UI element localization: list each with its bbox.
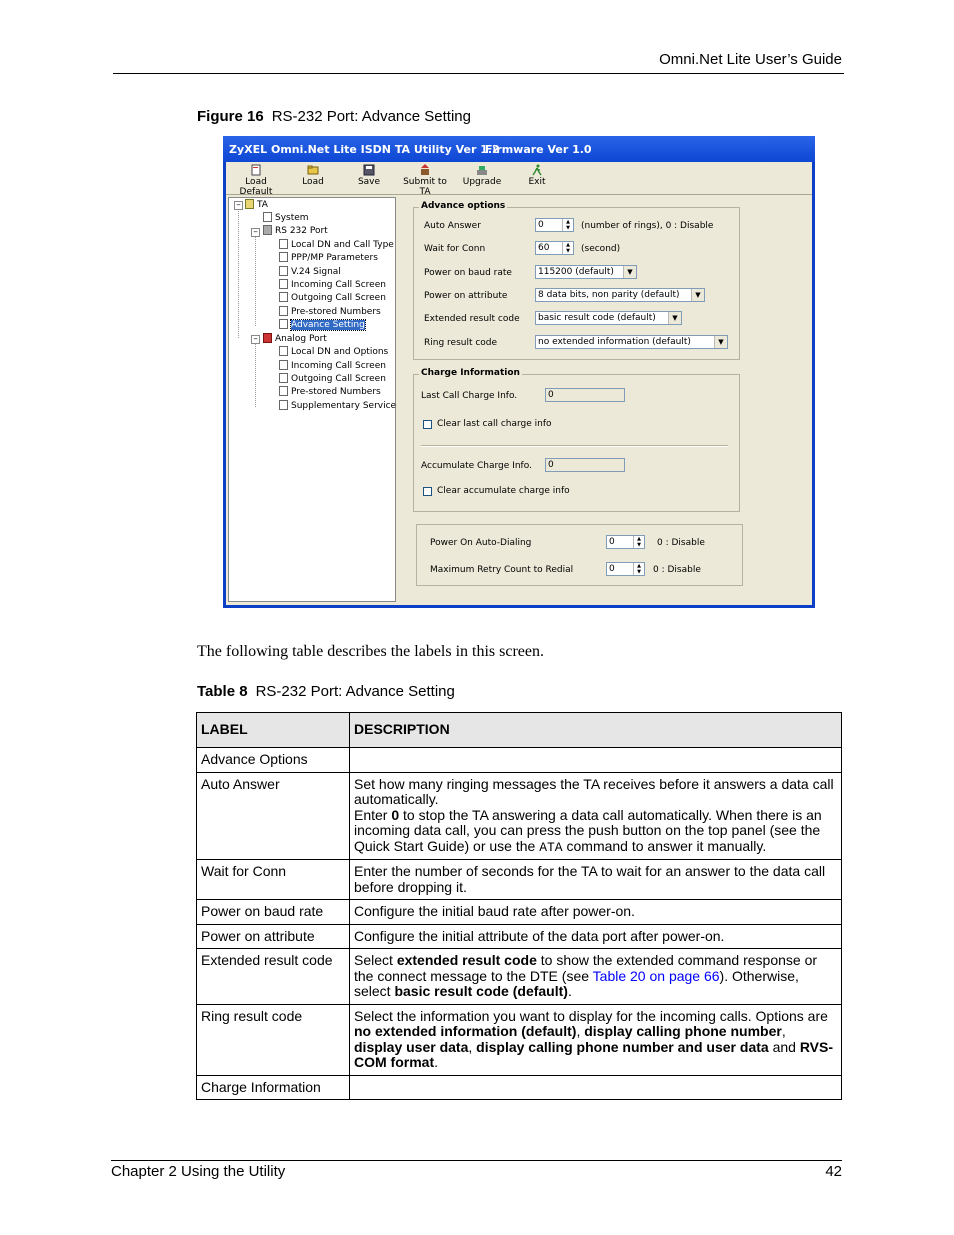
tree-item-v24-signal[interactable]: V.24 Signal: [279, 266, 341, 277]
description-table: [196, 712, 842, 1100]
auto-dialing-label: Power On Auto-Dialing: [430, 538, 532, 548]
page-icon: [279, 373, 288, 383]
wait-for-conn-stepper[interactable]: 60 ▲ ▼: [535, 241, 574, 255]
max-retry-hint: 0 : Disable: [653, 565, 701, 575]
column-header-label: LABEL: [197, 713, 350, 748]
tree-item-outgoing-call-screen[interactable]: Outgoing Call Screen: [279, 292, 386, 303]
table-row: [197, 900, 842, 925]
accumulate-charge-field: 0: [545, 458, 625, 472]
intro-paragraph: The following table describes the labels in this screen.: [197, 643, 545, 660]
tree-collapse-toggle[interactable]: −: [251, 335, 260, 344]
ring-result-code-select[interactable]: no extended information (default) ▼: [535, 335, 728, 349]
chevron-down-icon[interactable]: ▼: [691, 289, 704, 301]
chevron-down-icon[interactable]: ▼: [668, 312, 681, 324]
row-description: Set how many ringing messages the TA receives before it answers a data call automatically. Enter 0 to stop the TA answering a data call automatically. When there is an incoming data call, you can press the push button on the top panel (see the Quick Start Guide) or use the ATA command to answer it manually.: [350, 772, 842, 860]
ring-result-code-label: Ring result code: [424, 338, 498, 348]
tree-item-local-dn-options[interactable]: Local DN and Options: [279, 346, 388, 357]
figure-label: Figure 16: [197, 108, 264, 125]
row-description: Enter the number of seconds for the TA to wait for an answer to the data call before dropping it.: [350, 860, 842, 900]
page-icon: [279, 279, 288, 289]
tree-line: [238, 208, 239, 338]
clear-last-call-checkbox[interactable]: [423, 420, 432, 429]
phone-icon: [263, 333, 272, 343]
row-description: Select extended result code to show the extended command response or the connect message to the DTE (see Table 20 on page 66). Otherwise, select basic result code (default).: [350, 949, 842, 1005]
auto-dialing-stepper[interactable]: 0 ▲ ▼: [606, 535, 645, 549]
group-title: Charge Information: [421, 368, 520, 378]
ta-device-icon: [245, 199, 254, 209]
power-on-attribute-label: Power on attribute: [424, 291, 508, 301]
auto-answer-stepper[interactable]: 0 ▲ ▼: [535, 218, 574, 232]
max-retry-label: Maximum Retry Count to Redial: [430, 565, 574, 575]
table-row: [197, 748, 842, 773]
row-description: Select the information you want to display for the incoming calls. Options are no extended information (default), display calling phone number, display user data, display calling phone number and user data and RVS-COM format.: [350, 1004, 842, 1075]
tree-item-rs232-port[interactable]: RS 232 Port: [263, 225, 328, 236]
save-button[interactable]: Save: [352, 164, 386, 187]
page-icon: [279, 292, 288, 302]
row-label: Advance Options: [197, 748, 350, 773]
row-label: Auto Answer: [197, 772, 350, 860]
figure-title: RS-232 Port: Advance Setting: [271, 108, 471, 125]
clear-last-call-label: Clear last call charge info: [437, 419, 552, 429]
page-icon: [279, 306, 288, 316]
table-caption: [197, 683, 455, 700]
submit-icon: [419, 164, 431, 176]
footer-chapter: Chapter 2 Using the Utility: [111, 1163, 286, 1180]
table-row: [197, 772, 842, 860]
folder-icon: [307, 164, 319, 176]
exit-runner-icon: [531, 164, 543, 176]
max-retry-stepper[interactable]: 0 ▲ ▼: [606, 562, 645, 576]
accumulate-charge-label: Accumulate Charge Info.: [421, 461, 532, 471]
row-description: Configure the initial attribute of the data port after power-on.: [350, 924, 842, 949]
row-label: Ring result code: [197, 1004, 350, 1075]
page-icon: [279, 386, 288, 396]
clear-accumulate-label: Clear accumulate charge info: [437, 486, 570, 496]
tree-item-advance-setting[interactable]: Advance Setting: [279, 319, 365, 330]
advance-options-group: [413, 201, 740, 360]
table-row: [197, 924, 842, 949]
row-label: Power on baud rate: [197, 900, 350, 925]
tree-item-incoming-call-screen[interactable]: Incoming Call Screen: [279, 279, 386, 290]
table-row: [197, 1075, 842, 1100]
column-header-description: DESCRIPTION: [350, 713, 842, 748]
row-description: Configure the initial baud rate after power-on.: [350, 900, 842, 925]
load-default-button[interactable]: Load Default: [228, 164, 284, 197]
footer-rule: [111, 1160, 842, 1161]
page-icon: [263, 212, 272, 222]
auto-dialing-hint: 0 : Disable: [657, 538, 705, 548]
wait-for-conn-hint: (second): [581, 244, 621, 254]
submit-to-ta-button[interactable]: Submit to TA: [398, 164, 452, 197]
port-icon: [263, 225, 272, 235]
group-title: Advance options: [421, 201, 506, 211]
chevron-down-icon[interactable]: ▼: [714, 336, 727, 348]
tree-collapse-toggle[interactable]: −: [234, 201, 243, 210]
clear-accumulate-checkbox[interactable]: [423, 487, 432, 496]
auto-dialing-group: [416, 524, 743, 586]
table-header-row: [197, 713, 842, 748]
tree-item-local-dn-call-type[interactable]: Local DN and Call Type: [279, 239, 394, 250]
spin-arrows-icon[interactable]: ▲ ▼: [562, 219, 573, 231]
row-label: Charge Information: [197, 1075, 350, 1100]
table-label: Table 8: [197, 683, 248, 700]
tree-item-analog-port[interactable]: Analog Port: [263, 333, 327, 344]
tree-item-supplementary-service[interactable]: Supplementary Service: [279, 400, 396, 411]
auto-answer-hint: (number of rings), 0 : Disable: [581, 221, 714, 231]
window-titlebar: [223, 136, 815, 162]
load-button[interactable]: Load: [296, 164, 330, 187]
table-row: [197, 860, 842, 900]
table-title: RS-232 Port: Advance Setting: [255, 683, 455, 700]
extended-result-code-label: Extended result code: [424, 314, 520, 324]
window-title: ZyXEL Omni.Net Lite ISDN TA Utility Ver 1.2: [229, 143, 500, 156]
running-header: Omni.Net Lite User’s Guide: [659, 51, 842, 68]
page-icon: [279, 319, 288, 329]
firmware-version: Firmware Ver 1.0: [485, 143, 592, 156]
page-number: 42: [825, 1163, 842, 1180]
baud-rate-label: Power on baud rate: [424, 268, 512, 278]
table-row: [197, 949, 842, 1005]
tree-item-incoming-call-screen[interactable]: Incoming Call Screen: [279, 360, 386, 371]
last-call-charge-field: 0: [545, 388, 625, 402]
tree-item-system[interactable]: System: [263, 212, 309, 223]
page-icon: [279, 360, 288, 370]
page-icon: [279, 400, 288, 410]
document-icon: [250, 164, 262, 176]
figure-caption: [197, 108, 471, 125]
tree-item-pre-stored-numbers[interactable]: Pre-stored Numbers: [279, 306, 381, 317]
tree-line: [255, 341, 256, 407]
tree-collapse-toggle[interactable]: −: [251, 228, 260, 237]
last-call-charge-label: Last Call Charge Info.: [421, 391, 518, 401]
table-row: [197, 1004, 842, 1075]
tree-item-outgoing-call-screen[interactable]: Outgoing Call Screen: [279, 373, 386, 384]
tree-item-ta[interactable]: TA: [245, 199, 268, 210]
extended-result-code-select[interactable]: basic result code (default) ▼: [535, 311, 682, 325]
row-label: Extended result code: [197, 949, 350, 1005]
navigation-tree: [228, 197, 396, 602]
page-icon: [279, 239, 288, 249]
row-description: [350, 1075, 842, 1100]
utility-window: [223, 136, 815, 608]
wait-for-conn-label: Wait for Conn: [424, 244, 486, 254]
spin-arrows-icon[interactable]: ▲ ▼: [562, 242, 573, 254]
page-icon: [279, 346, 288, 356]
tree-line: [255, 234, 256, 326]
baud-rate-select[interactable]: 115200 (default) ▼: [535, 265, 637, 279]
page-icon: [279, 252, 288, 262]
upgrade-icon: [476, 164, 488, 176]
upgrade-button[interactable]: Upgrade: [462, 164, 502, 187]
tree-item-ppp-mp-parameters[interactable]: PPP/MP Parameters: [279, 252, 378, 263]
chevron-down-icon[interactable]: ▼: [623, 266, 636, 278]
spin-arrows-icon[interactable]: ▲ ▼: [633, 563, 644, 575]
separator: [421, 445, 728, 447]
header-rule: [113, 73, 844, 74]
toolbar: [226, 162, 812, 195]
table-20-link[interactable]: Table 20 on page 66: [592, 967, 720, 984]
charge-information-group: [413, 368, 740, 512]
power-on-attribute-select[interactable]: 8 data bits, non parity (default) ▼: [535, 288, 705, 302]
floppy-icon: [363, 164, 375, 176]
exit-button[interactable]: Exit: [524, 164, 550, 187]
row-description: [350, 748, 842, 773]
row-label: Wait for Conn: [197, 860, 350, 900]
tree-item-pre-stored-numbers[interactable]: Pre-stored Numbers: [279, 386, 381, 397]
page-icon: [279, 266, 288, 276]
window-client: [226, 162, 812, 605]
spin-arrows-icon[interactable]: ▲ ▼: [633, 536, 644, 548]
auto-answer-label: Auto Answer: [424, 221, 481, 231]
row-label: Power on attribute: [197, 924, 350, 949]
